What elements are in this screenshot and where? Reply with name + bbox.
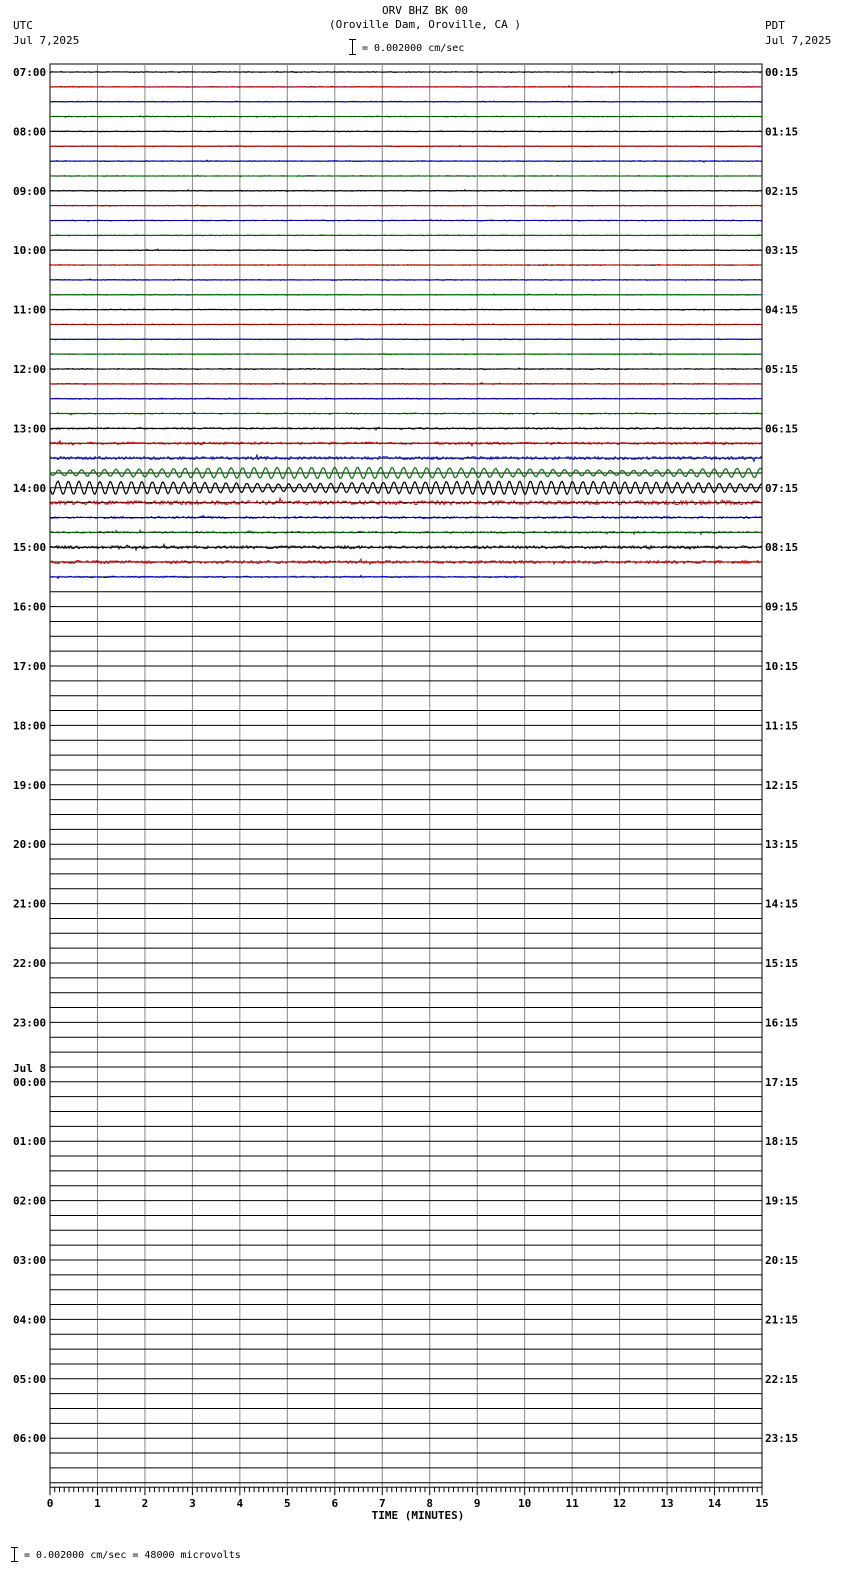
trace-row xyxy=(50,175,762,177)
pdt-hour-label: 16:15 xyxy=(765,1016,799,1030)
left-date: Jul 7,2025 xyxy=(13,34,80,47)
utc-hour-label: 03:00 xyxy=(13,1254,47,1267)
pdt-hour-label: 15:15 xyxy=(765,957,799,970)
x-tick-label: 12 xyxy=(612,1497,627,1511)
utc-hour-label: 14:00 xyxy=(13,481,47,495)
plot-frame xyxy=(50,64,762,1487)
utc-hour-label: 13:00 xyxy=(13,422,47,436)
pdt-hour-label: 20:15 xyxy=(765,1254,799,1267)
x-tick-label: 14 xyxy=(707,1497,722,1511)
pdt-hour-label: 05:15 xyxy=(765,363,799,376)
x-tick-label: 10 xyxy=(518,1497,532,1511)
utc-hour-label: 01:00 xyxy=(13,1135,47,1149)
x-tick-label: 11 xyxy=(565,1497,579,1511)
trace-row xyxy=(50,235,762,236)
x-tick-label: 8 xyxy=(426,1497,434,1511)
pdt-hour-label: 09:15 xyxy=(765,600,799,614)
utc-hour-label: 23:00 xyxy=(13,1016,47,1030)
x-tick-label: 9 xyxy=(473,1497,481,1511)
trace-row xyxy=(50,427,762,430)
x-tick-label: 1 xyxy=(94,1497,101,1511)
pdt-hour-label: 03:15 xyxy=(765,244,799,258)
pdt-hour-label: 12:15 xyxy=(765,778,799,792)
pdt-hour-label: 22:15 xyxy=(765,1372,799,1386)
trace-row xyxy=(50,205,762,206)
pdt-hour-label: 08:15 xyxy=(765,541,799,555)
trace-row xyxy=(50,353,762,355)
pdt-hour-label: 13:15 xyxy=(765,838,799,852)
left-timezone: UTC xyxy=(13,19,33,32)
pdt-hour-label: 10:15 xyxy=(765,660,799,673)
trace-row xyxy=(50,338,762,340)
trace-row xyxy=(50,249,762,251)
utc-hour-label: 22:00 xyxy=(13,957,47,970)
x-axis-label: TIME (MINUTES) xyxy=(371,1509,465,1523)
trace-row xyxy=(50,368,762,370)
utc-hour-label: 21:00 xyxy=(13,897,47,911)
chart-subtitle: (Oroville Dam, Oroville, CA ) xyxy=(328,18,522,31)
pdt-hour-label: 21:15 xyxy=(765,1313,799,1327)
utc-hour-label: 15:00 xyxy=(13,541,47,555)
pdt-hour-label: 07:15 xyxy=(765,481,799,495)
pdt-hour-label: 06:15 xyxy=(765,422,799,436)
pdt-hour-label: 00:15 xyxy=(765,66,799,79)
date-change-label: Jul 8 xyxy=(13,1061,47,1075)
pdt-hour-label: 18:15 xyxy=(765,1135,799,1149)
utc-hour-label: 00:00 xyxy=(13,1075,47,1089)
trace-row xyxy=(50,145,762,146)
x-tick-label: 5 xyxy=(284,1497,291,1511)
x-tick-label: 15 xyxy=(755,1497,769,1511)
x-tick-label: 13 xyxy=(660,1497,674,1511)
trace-row xyxy=(50,498,762,505)
utc-hour-label: 12:00 xyxy=(13,363,47,376)
utc-hour-label: 09:00 xyxy=(13,184,47,198)
trace-row xyxy=(50,324,762,326)
x-tick-label: 4 xyxy=(236,1497,244,1511)
trace-row xyxy=(50,530,762,535)
utc-hour-label: 20:00 xyxy=(13,838,47,852)
pdt-hour-label: 04:15 xyxy=(765,303,799,317)
x-tick-label: 7 xyxy=(378,1497,386,1511)
trace-row xyxy=(50,398,762,400)
utc-hour-label: 06:00 xyxy=(13,1432,47,1446)
trace-row xyxy=(50,309,762,311)
utc-hour-label: 17:00 xyxy=(13,660,47,673)
footer-scale-icon xyxy=(14,1547,15,1562)
chart-title: ORV BHZ BK 00 xyxy=(381,4,469,17)
utc-hour-label: 16:00 xyxy=(13,600,47,614)
pdt-hour-label: 23:15 xyxy=(765,1432,799,1446)
utc-hour-label: 11:00 xyxy=(13,303,47,317)
utc-hour-label: 18:00 xyxy=(13,719,47,733)
scale-label: = 0.002000 cm/sec xyxy=(362,43,465,54)
pdt-hour-label: 17:15 xyxy=(765,1075,799,1089)
utc-hour-label: 04:00 xyxy=(13,1313,47,1327)
pdt-hour-label: 11:15 xyxy=(765,719,799,733)
x-tick-label: 0 xyxy=(46,1497,54,1511)
right-timezone: PDT xyxy=(765,19,785,32)
x-tick-label: 2 xyxy=(141,1497,149,1511)
x-tick-label: 3 xyxy=(189,1497,196,1511)
pdt-hour-label: 14:15 xyxy=(765,897,799,911)
utc-hour-label: 02:00 xyxy=(13,1194,47,1208)
utc-hour-label: 19:00 xyxy=(13,778,47,792)
right-date: Jul 7,2025 xyxy=(765,34,832,47)
utc-hour-label: 07:00 xyxy=(13,66,47,79)
footer-scale-label: = 0.002000 cm/sec = 48000 microvolts xyxy=(24,1550,241,1561)
pdt-hour-label: 01:15 xyxy=(765,125,799,139)
pdt-hour-label: 19:15 xyxy=(765,1194,799,1208)
utc-hour-label: 05:00 xyxy=(13,1372,47,1386)
x-tick-label: 6 xyxy=(331,1497,339,1511)
pdt-hour-label: 02:15 xyxy=(765,184,799,198)
utc-hour-label: 08:00 xyxy=(13,125,47,139)
trace-row xyxy=(50,220,762,222)
utc-hour-label: 10:00 xyxy=(13,244,47,258)
